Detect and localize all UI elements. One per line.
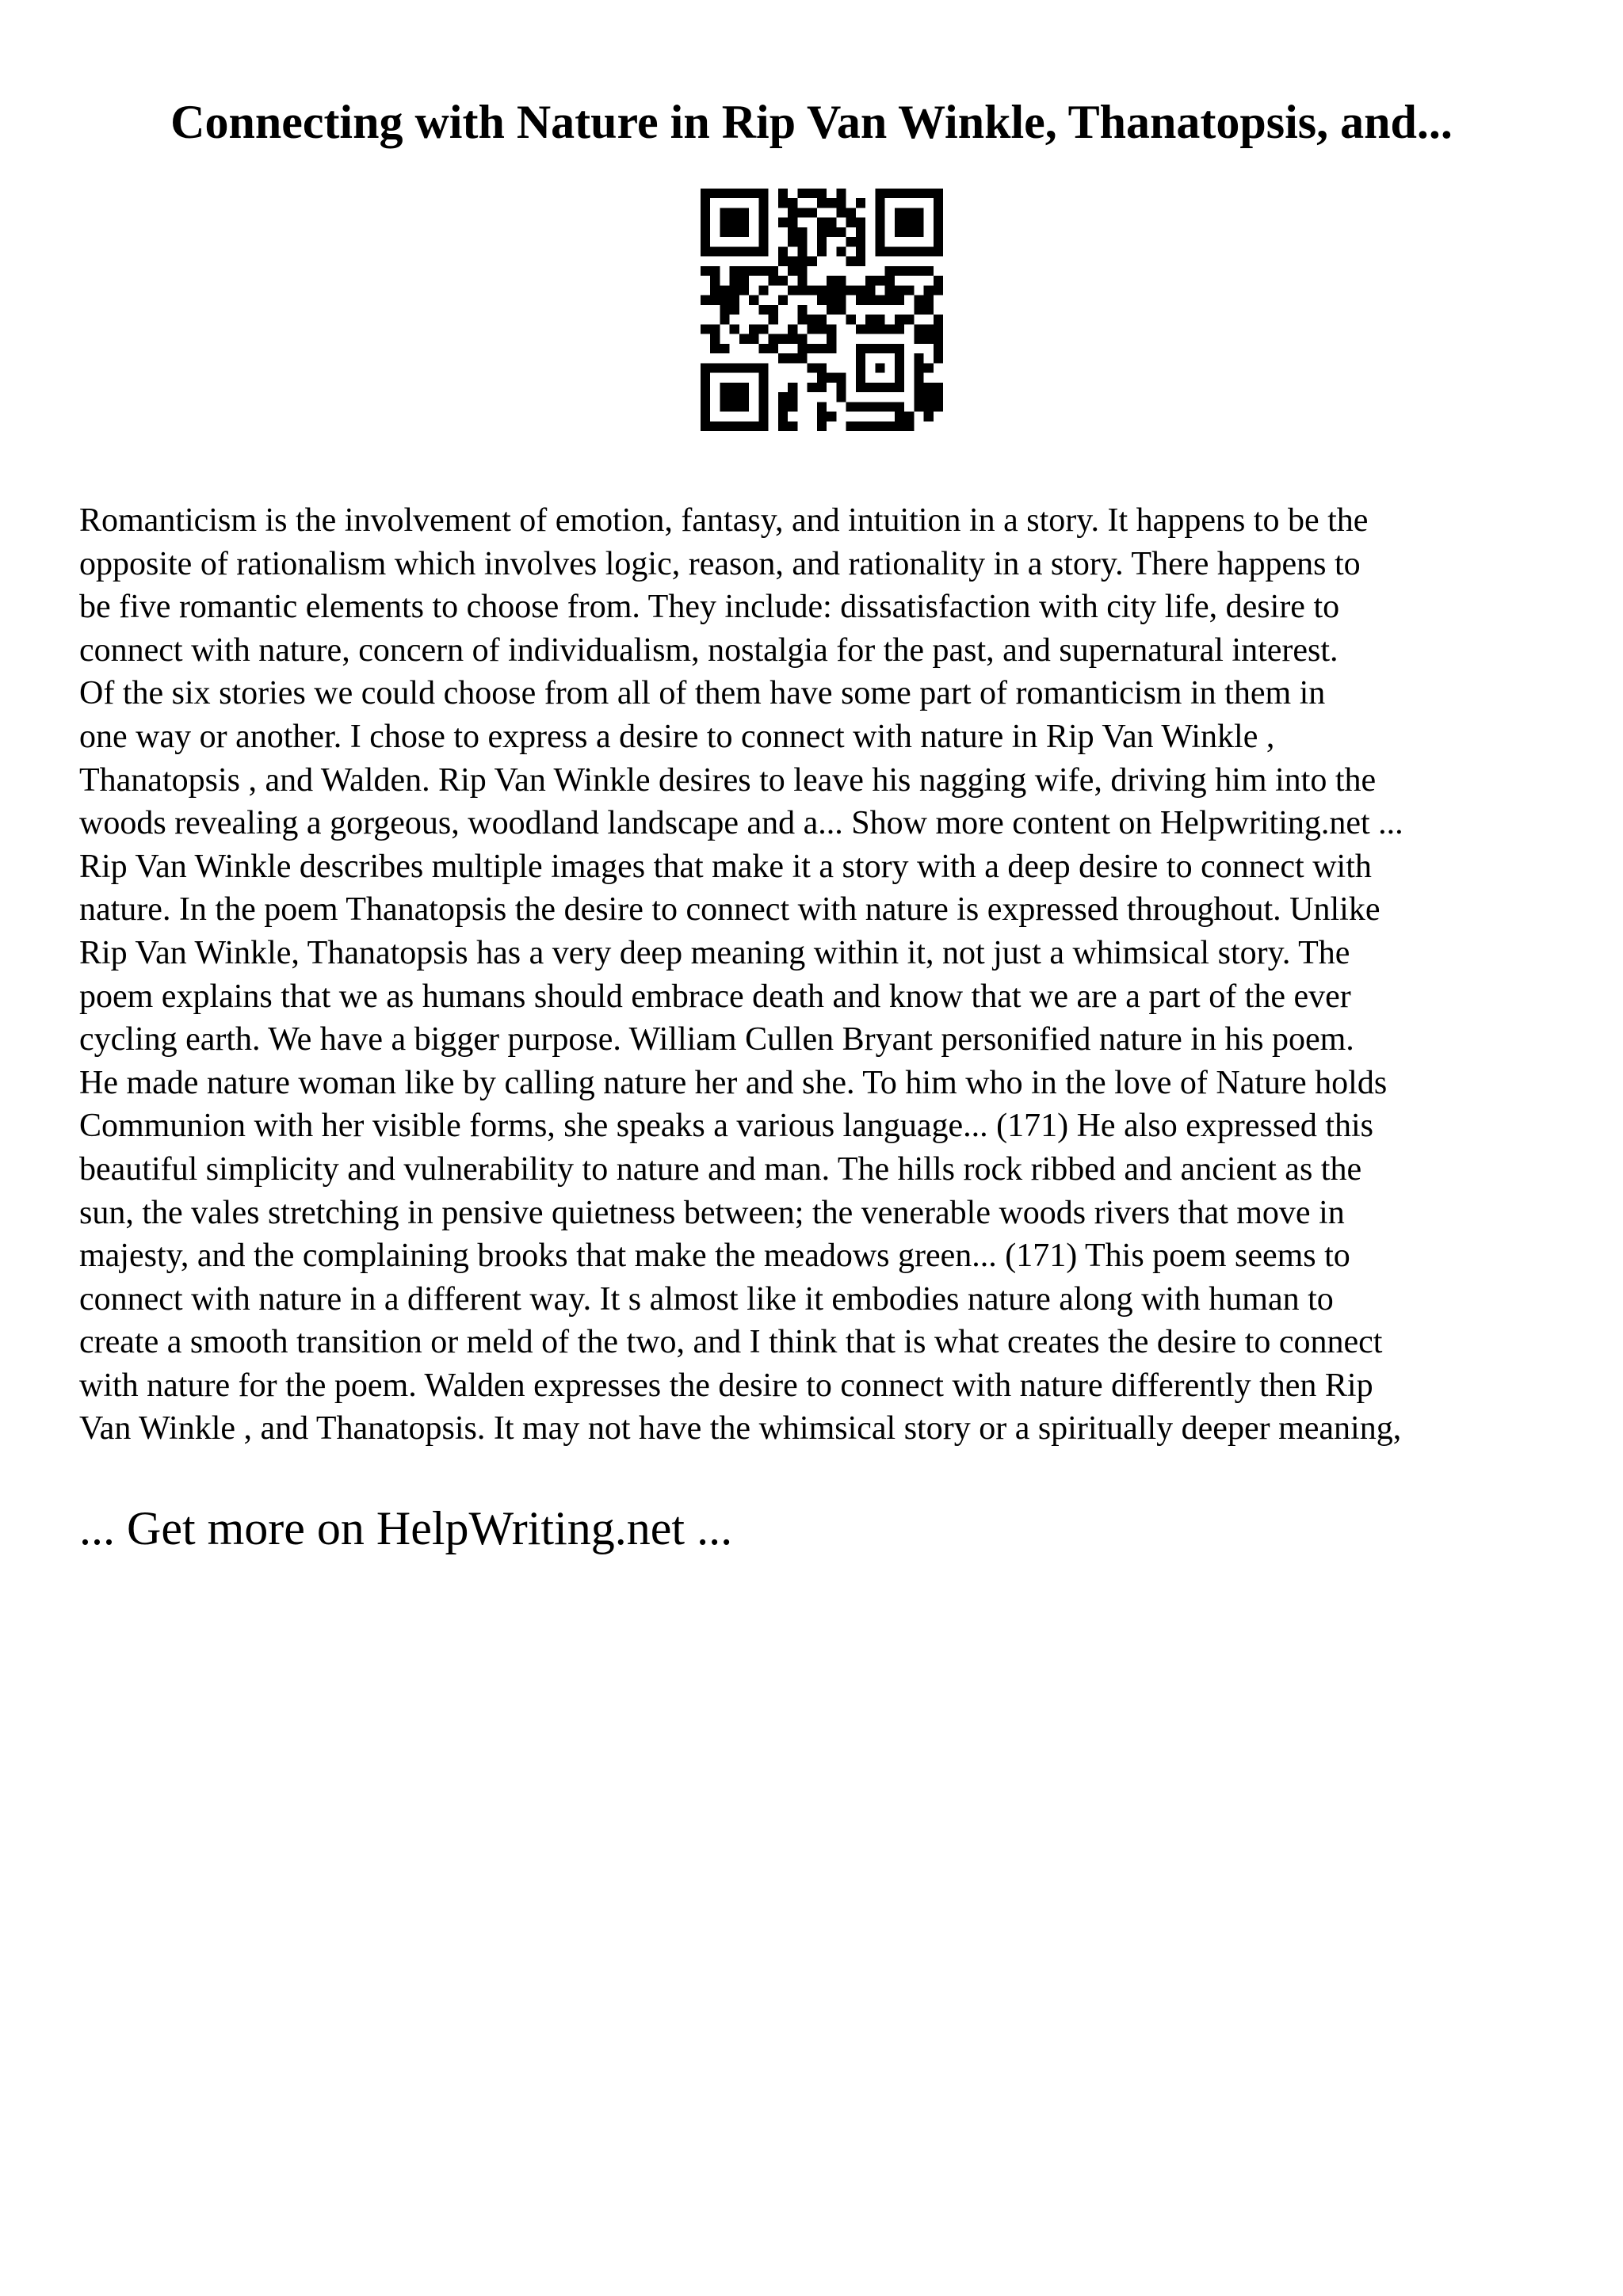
essay-line: sun, the vales stretching in pensive quietness between; the venerable woods rivers that move in bbox=[79, 1194, 1345, 1231]
get-more-link[interactable]: ... Get more on HelpWriting.net ... bbox=[79, 1502, 733, 1554]
essay-line: Rip Van Winkle describes multiple images that make it a story with a deep desire to connect with bbox=[79, 848, 1372, 885]
document-title: Connecting with Nature in Rip Van Winkle, Thanatopsis, and... bbox=[170, 96, 1453, 148]
essay-line: Of the six stories we could choose from all of them have some part of romanticism in them in bbox=[79, 675, 1326, 712]
essay-line: with nature for the poem. Walden expresses the desire to connect with nature differently then Rip bbox=[79, 1367, 1373, 1404]
essay-line: Romanticism is the involvement of emotion, fantasy, and intuition in a story. It happens to be the bbox=[79, 502, 1369, 539]
essay-line: cycling earth. We have a bigger purpose. William Cullen Bryant personified nature in his poem. bbox=[79, 1021, 1354, 1058]
essay-line: Van Winkle , and Thanatopsis. It may not have the whimsical story or a spiritually deeper meaning, bbox=[79, 1410, 1402, 1447]
essay-line: connect with nature in a different way. It s almost like it embodies nature along with human to bbox=[79, 1280, 1334, 1318]
essay-line: woods revealing a gorgeous, woodland landscape and a... Show more content on Helpwriting.net ... bbox=[79, 805, 1403, 842]
essay-line: create a smooth transition or meld of the two, and I think that is what creates the desire to connect bbox=[79, 1324, 1383, 1361]
qr-code-icon bbox=[701, 189, 943, 431]
essay-line: majesty, and the complaining brooks that make the meadows green... (171) This poem seems to bbox=[79, 1238, 1350, 1275]
essay-line: nature. In the poem Thanatopsis the desire to connect with nature is expressed throughout. Unlike bbox=[79, 891, 1381, 929]
essay-line: Communion with her visible forms, she speaks a various language... (171) He also expressed this bbox=[79, 1108, 1374, 1145]
essay-line: opposite of rationalism which involves logic, reason, and rationality in a story. There happens to bbox=[79, 545, 1361, 582]
essay-line: beautiful simplicity and vulnerability to nature and man. The hills rock ribbed and ancient as the bbox=[79, 1150, 1362, 1188]
essay-body bbox=[79, 499, 1585, 1451]
essay-line: be five romantic elements to choose from. They include: dissatisfaction with city life, desire to bbox=[79, 589, 1340, 626]
essay-line: Rip Van Winkle, Thanatopsis has a very deep meaning within it, not just a whimsical story. The bbox=[79, 934, 1350, 971]
essay-line: Thanatopsis , and Walden. Rip Van Winkle desires to leave his nagging wife, driving him into the bbox=[79, 761, 1377, 799]
essay-line: He made nature woman like by calling nature her and she. To him who in the love of Nature holds bbox=[79, 1064, 1388, 1101]
essay-line: connect with nature, concern of individualism, nostalgia for the past, and supernatural interest. bbox=[79, 631, 1338, 669]
essay-line: poem explains that we as humans should embrace death and know that we are a part of the ever bbox=[79, 978, 1351, 1015]
essay-line: one way or another. I chose to express a desire to connect with nature in Rip Van Winkle , bbox=[79, 718, 1275, 755]
